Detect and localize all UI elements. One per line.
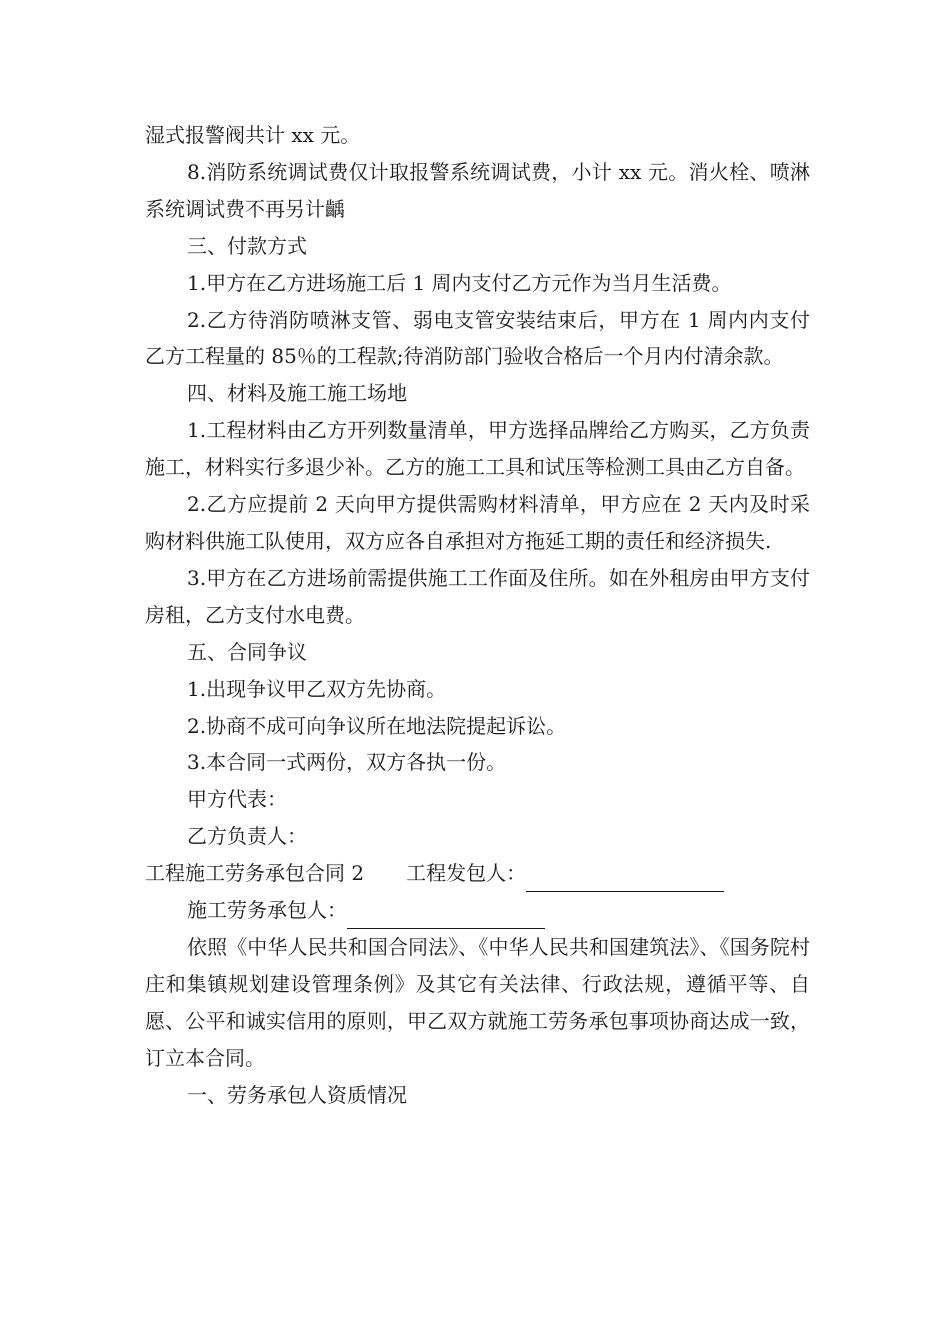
paragraph-materials-2: 2.乙方应提前 2 天向甲方提供需购材料清单，甲方应在 2 天内及时采购材料供施工队使用，双方应各自承担对方拖延工期的责任和经济损失. — [145, 492, 810, 553]
section-heading-disputes: 五、合同争议 — [187, 639, 307, 664]
signature-party-a: 甲方代表： — [187, 787, 287, 812]
paragraph-legal-basis: 依照《中华人民共和国合同法》、《中华人民共和国建筑法》、《国务院村庄和集镇规划建设管理条例》及其它有关法律、行政法规，遵循平等、自愿、公平和诚实信用的原则，甲乙双方就施工劳务承包事项协商达成一致，订立本合同。 — [145, 934, 810, 1070]
paragraph-disputes-2: 2.协商不成可向争议所在地法院提起诉讼。 — [187, 713, 567, 738]
contract-2-title: 工程施工劳务承包合同 2 — [145, 861, 365, 886]
contractor-line — [145, 892, 810, 929]
paragraph-materials-1: 1.工程材料由乙方开列数量清单，甲方选择品牌给乙方购买，乙方负责施工，材料实行多退少补。乙方的施工工具和试压等检测工具由乙方自备。 — [145, 418, 810, 480]
paragraph-valve-total: 湿式报警阀共计 xx 元。 — [145, 123, 361, 147]
contractor-blank-line — [347, 905, 545, 929]
paragraph-disputes-3: 3.本合同一式两份，双方各执一份。 — [187, 750, 507, 775]
employer-label: 工程发包人： — [406, 861, 527, 886]
section-heading-materials: 四、材料及施工施工场地 — [187, 381, 407, 406]
employer-blank-line — [526, 868, 724, 892]
paragraph-payment-1: 1.甲方在乙方进场施工后 1 周内支付乙方元作为当月生活费。 — [187, 270, 732, 295]
document-body — [145, 117, 810, 1113]
paragraph-materials-3: 3.甲方在乙方进场前需提供施工工作面及住所。如在外租房由甲方支付房租，乙方支付水电费。 — [145, 565, 810, 627]
contractor-label: 施工劳务承包人： — [187, 898, 347, 923]
contract-2-header-line — [145, 855, 810, 892]
paragraph-disputes-1: 1.出现争议甲乙双方先协商。 — [187, 676, 447, 701]
signature-party-b: 乙方负责人： — [187, 824, 307, 849]
section-heading-payment: 三、付款方式 — [187, 233, 307, 258]
paragraph-item-8: 8.消防系统调试费仅计取报警系统调试费，小计 xx 元。消火栓、喷淋系统调试费不再另计齲 — [145, 159, 810, 221]
section-heading-qualifications: 一、劳务承包人资质情况 — [187, 1082, 407, 1107]
paragraph-payment-2: 2.乙方待消防喷淋支管、弱电支管安装结束后，甲方在 1 周内内支付乙方工程量的 85％的工程款;待消防部门验收合格后一个月内付清余款。 — [145, 307, 810, 369]
